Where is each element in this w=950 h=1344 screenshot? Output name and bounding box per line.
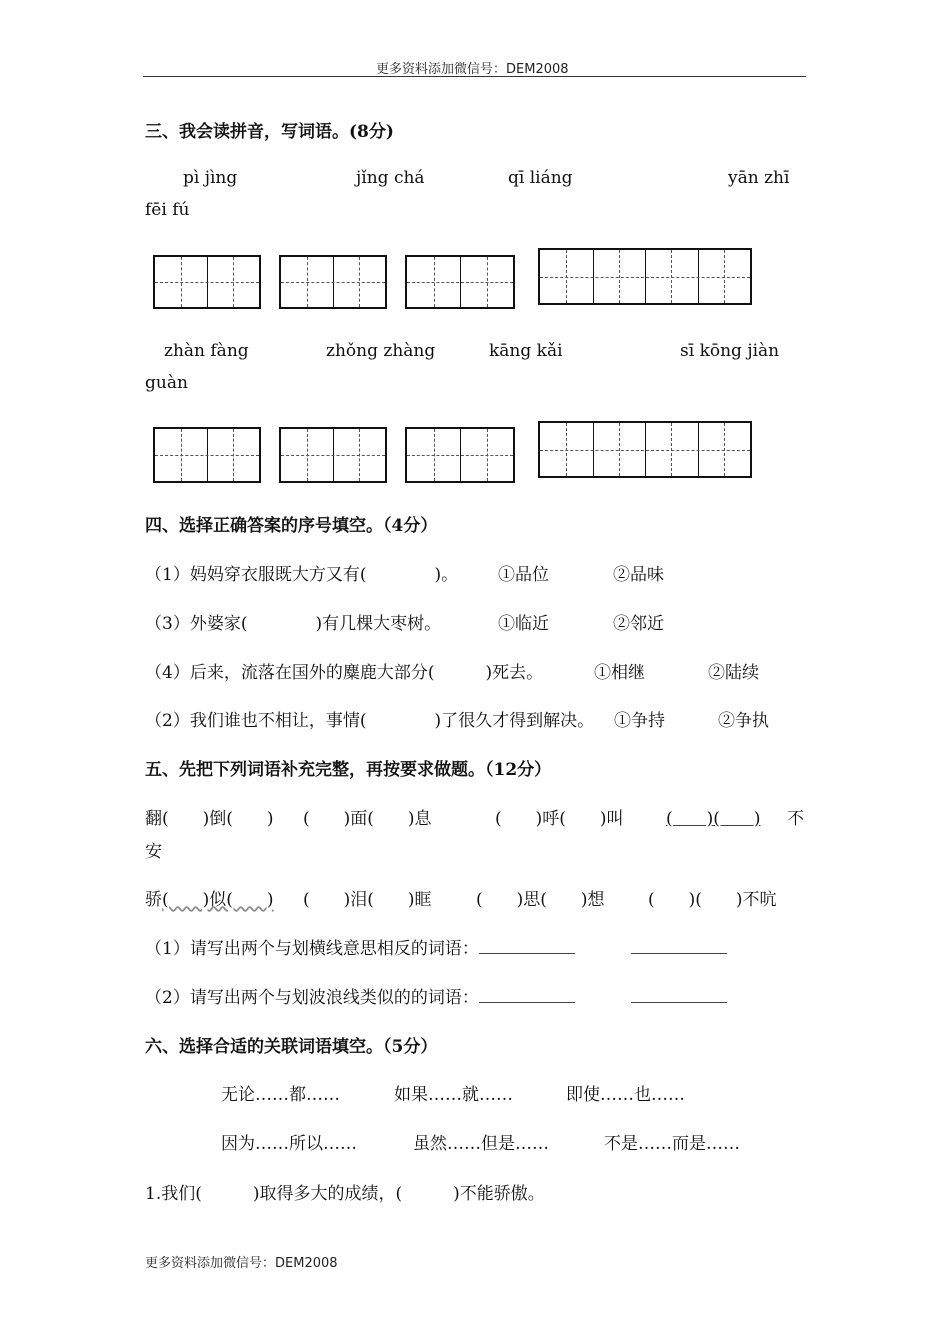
writing-grid-4[interactable] [538, 421, 752, 478]
connective-option: 因为……所以…… [221, 1134, 357, 1154]
question-6-1: 1.我们( )取得多大的成绩，( )不能骄傲。 [145, 1184, 545, 1204]
header-rule [143, 76, 806, 77]
idiom-8: ( )( )不吭 [648, 890, 777, 910]
idiom-3: ( )呼( )叫 [495, 809, 624, 829]
question-5-1 [145, 934, 727, 959]
idiom-5-wavy: ( )似( ) [162, 890, 274, 910]
writing-grid[interactable] [279, 255, 387, 309]
answer-blank[interactable] [631, 937, 727, 954]
question-5-1-label: （1）请写出两个与划横线意思相反的词语： [145, 939, 479, 959]
option-a: ①争持 [614, 711, 665, 731]
pinyin-4-wrap: fēi fú [145, 200, 190, 220]
answer-blank[interactable] [631, 986, 727, 1003]
question-4-3: （3）外婆家( )有几棵大枣树。 [145, 614, 442, 634]
idiom-1: 翻( )倒( ) [145, 809, 274, 829]
pinyin-1: pì jìng [183, 168, 238, 188]
pinyin-5: zhàn fàng [164, 341, 249, 361]
page-header: 更多资料添加微信号：DEM2008 [376, 62, 569, 77]
pinyin-6: zhǒng zhàng [326, 341, 436, 361]
section-5-title: 五、先把下列词语补充完整，再按要求做题。（12分） [145, 760, 552, 780]
idiom-7: ( )思( )想 [476, 890, 605, 910]
option-b: ②邻近 [613, 614, 664, 634]
question-4-4: （4）后来，流落在国外的麋鹿大部分( )死去。 [145, 663, 544, 683]
writing-grid[interactable] [405, 427, 515, 483]
idiom-4-underlined: ( )( ) [666, 809, 761, 829]
option-b: ②争执 [718, 711, 769, 731]
idiom-6: ( )泪( )眶 [303, 890, 432, 910]
pinyin-8-wrap: guàn [145, 373, 188, 393]
pinyin-2: jǐng chá [356, 168, 425, 188]
writing-grid[interactable] [153, 427, 261, 483]
connective-option: 虽然……但是…… [413, 1134, 549, 1154]
section-6-title: 六、选择合适的关联词语填空。（5分） [145, 1037, 438, 1057]
pinyin-4: yān zhī [728, 168, 790, 188]
question-5-2-label: （2）请写出两个与划波浪线类似的的词语： [145, 988, 479, 1008]
connective-option: 无论……都…… [221, 1085, 340, 1105]
pinyin-8: sī kōng jiàn [680, 341, 780, 361]
answer-blank[interactable] [479, 986, 575, 1003]
question-4-1: （1）妈妈穿衣服既大方又有( )。 [145, 565, 459, 585]
writing-grid[interactable] [405, 255, 515, 309]
connective-option: 即使……也…… [566, 1085, 685, 1105]
connective-option: 不是……而是…… [604, 1134, 740, 1154]
writing-grid[interactable] [153, 255, 261, 309]
option-b: ②陆续 [708, 663, 759, 683]
option-b: ②品味 [613, 565, 664, 585]
option-a: ①临近 [498, 614, 549, 634]
question-4-2: （2）我们谁也不相让，事情( )了很久才得到解决。 [145, 711, 595, 731]
writing-grid-4[interactable] [538, 248, 752, 305]
pinyin-7: kāng kǎi [489, 341, 563, 361]
page-footer: 更多资料添加微信号：DEM2008 [145, 1256, 338, 1271]
section-3-title: 三、我会读拼音，写词语。(8分) [145, 122, 394, 142]
idiom-4-wrap: 安 [145, 842, 162, 862]
question-5-2 [145, 983, 727, 1008]
option-a: ①相继 [594, 663, 645, 683]
idiom-4-tail: 不 [787, 809, 804, 829]
writing-grid[interactable] [279, 427, 387, 483]
option-a: ①品位 [498, 565, 549, 585]
pinyin-3: qī liáng [508, 168, 573, 188]
section-4-title: 四、选择正确答案的序号填空。（4分） [145, 516, 438, 536]
idiom-5-head: 骄 [145, 890, 162, 910]
idiom-2: ( )面( )息 [303, 809, 432, 829]
answer-blank[interactable] [479, 937, 575, 954]
connective-option: 如果……就…… [394, 1085, 513, 1105]
